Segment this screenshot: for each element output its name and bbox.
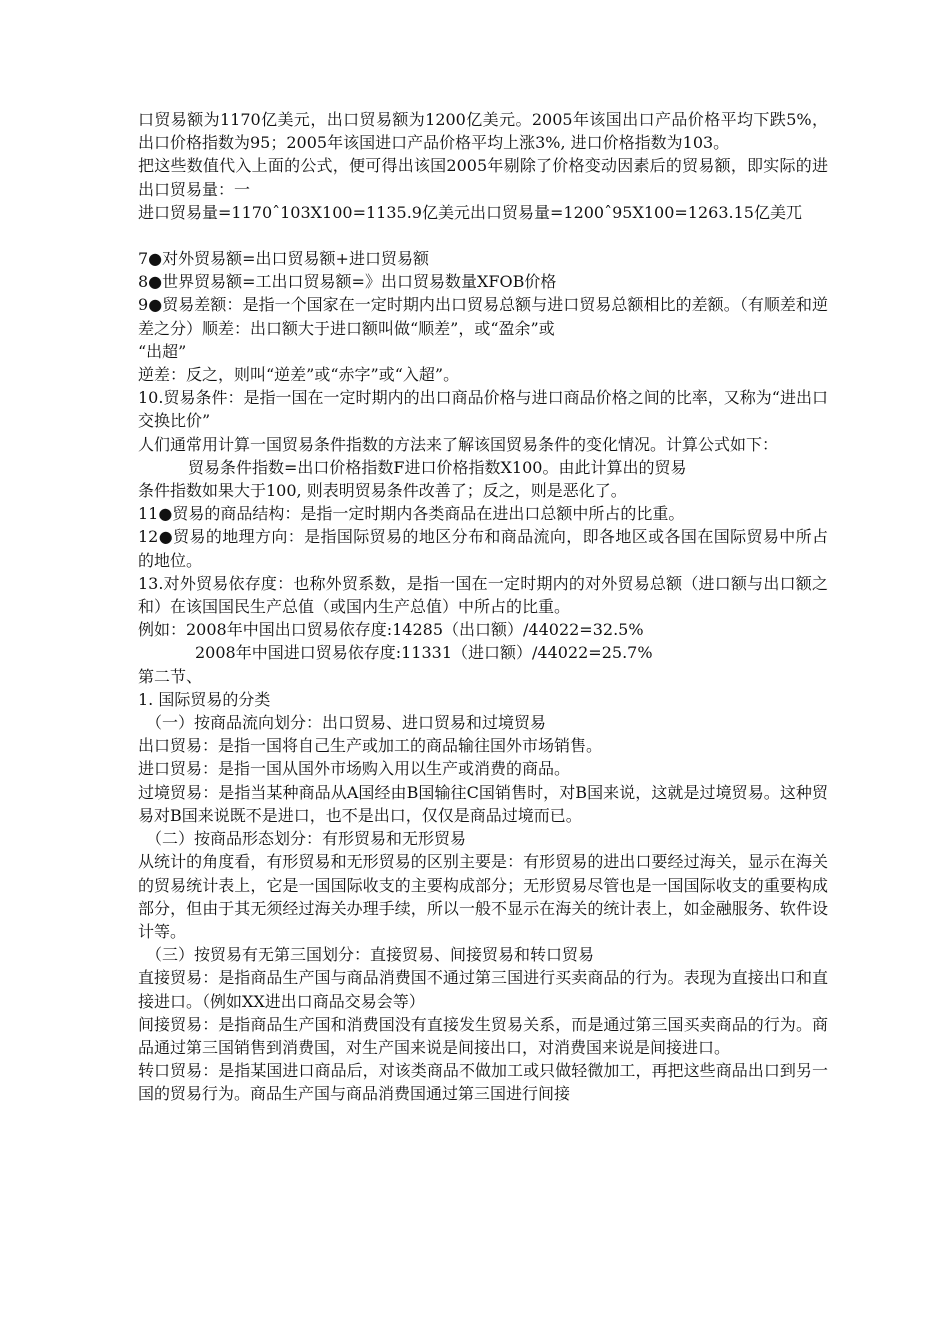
paragraph: 间接贸易：是指商品生产国和消费国没有直接发生贸易关系，而是通过第三国买卖商品的行为。商品通过第三国销售到消费国，对生产国来说是间接出口，对消费国来说是间接进口。 — [138, 1014, 828, 1057]
example-line: 例如：2008年中国出口贸易依存度:14285（出口额）/44022=32.5% — [138, 620, 644, 640]
sub-heading: （一）按商品流向划分：出口贸易、进口贸易和过境贸易 — [146, 713, 547, 733]
paragraph: 11●贸易的商品结构：是指一定时期内各类商品在进出口总额中所占的比重。 — [138, 504, 685, 524]
sub-heading: （二）按商品形态划分：有形贸易和无形贸易 — [146, 829, 467, 849]
paragraph: 口贸易额为1170亿美元，出口贸易额为1200亿美元。2005年该国出口产品价格平均下跌5%，出口价格指数为95；2005年该国进口产品价格平均上涨3%, 进口价格指数为103。 — [138, 110, 828, 153]
paragraph: 8●世界贸易额=工出口贸易额=》出口贸易数量XFOB价格 — [138, 272, 557, 292]
paragraph: 过境贸易：是指当某种商品从A国经由B国输往C国销售时，对B国来说，这就是过境贸易。这种贸易对B国来说既不是进口，也不是出口，仅仅是商品过境而已。 — [138, 782, 828, 825]
numbered-heading: 1. 国际贸易的分类 — [138, 689, 271, 709]
paragraph: 出口贸易：是指一国将自己生产或加工的商品输往国外市场销售。 — [138, 736, 603, 756]
paragraph: 人们通常用计算一国贸易条件指数的方法来了解该国贸易条件的变化情况。计算公式如下： — [138, 434, 779, 454]
sub-heading: （三）按贸易有无第三国划分：直接贸易、间接贸易和转口贸易 — [146, 945, 595, 965]
paragraph: 逆差：反之，则叫“逆差”或“赤字”或“入超”。 — [138, 365, 460, 385]
paragraph: 把这些数值代入上面的公式，便可得出该国2005年剔除了价格变动因素后的贸易额，即实际的进出口贸易量：一 — [138, 156, 828, 199]
paragraph: 13.对外贸易依存度：也称外贸系数，是指一国在一定时期内的对外贸易总额（进口额与出口额之和）在该国国民生产总值（或国内生产总值）中所占的比重。 — [138, 573, 828, 617]
paragraph: “出超” — [138, 341, 187, 361]
blank-line — [138, 224, 828, 247]
paragraph: 从统计的角度看，有形贸易和无形贸易的区别主要是：有形贸易的进出口要经过海关，显示在海关的贸易统计表上，它是一国国际收支的主要构成部分；无形贸易尽管也是一国国际收支的重要构成部分，但由于其无须经过海关办理手续，所以一般不显示在海关的统计表上，如金融服务、软件设计等。 — [138, 852, 828, 941]
paragraph: 12●贸易的地理方向：是指国际贸易的地区分布和商品流向，即各地区或各国在国际贸易中所占的地位。 — [138, 527, 828, 570]
formula-line: 贸易条件指数=出口价格指数F进口价格指数X100。由此计算出的贸易 — [188, 457, 687, 477]
paragraph: 直接贸易：是指商品生产国与商品消费国不通过第三国进行买卖商品的行为。表现为直接出口和直接进口。（例如XX进出口商品交易会等） — [138, 968, 828, 1011]
example-line: 2008年中国进口贸易依存度:11331（进口额）/44022=25.7% — [195, 643, 653, 663]
section-heading: 第二节、 — [138, 666, 203, 686]
paragraph: 进口贸易量=1170ˆ103X100=1135.9亿美元出口贸易量=1200ˆ95X100=1263.15亿美兀 — [138, 202, 802, 222]
paragraph: 转口贸易：是指某国进口商品后，对该类商品不做加工或只做轻微加工，再把这些商品出口到另一国的贸易行为。商品生产国与商品消费国通过第三国进行间接 — [138, 1061, 828, 1104]
paragraph: 10.贸易条件：是指一国在一定时期内的出口商品价格与进口商品价格之间的比率，又称为“进出口交换比价” — [138, 388, 828, 431]
paragraph: 条件指数如果大于100, 则表明贸易条件改善了；反之，则是恶化了。 — [138, 481, 627, 501]
document-page — [138, 108, 828, 1106]
paragraph: 7●对外贸易额=出口贸易额+进口贸易额 — [138, 249, 429, 269]
paragraph: 进口贸易：是指一国从国外市场购入用以生产或消费的商品。 — [138, 759, 571, 779]
paragraph: 9●贸易差额：是指一个国家在一定时期内出口贸易总额与进口贸易总额相比的差额。（有顺差和逆差之分）顺差：出口额大于进口额叫做“顺差”，或“盈余”或 — [138, 295, 828, 338]
